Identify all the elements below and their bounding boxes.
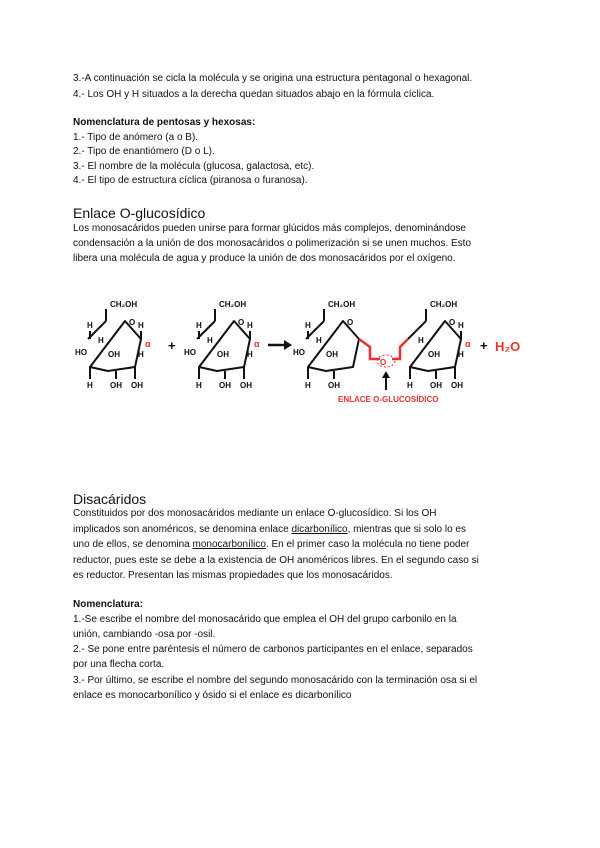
glycosidic-line-2: condensación a la unión de dos monosacáridos o polimerización si se unen muchos. Esto: [73, 238, 472, 249]
ring-3: [306, 321, 359, 371]
disaccharides-line-4: reductor, pues este se debe a la existencia de OH anoméricos libres. En el segundo caso si: [73, 555, 479, 566]
disaccharides-line-2: implicados son anoméricos, se denomina enlace dicarbonílico, mientras que si solo lo es: [73, 524, 466, 535]
ring-4-oh-mid: OH: [428, 350, 440, 359]
ring-2-h-top: H: [196, 321, 202, 330]
pentoses-item-1: 1.- Tipo de anómero (a o B).: [73, 132, 199, 143]
ring-3-ch2oh: CH₂OH: [328, 300, 356, 309]
ring-3-h-bottom: H: [305, 381, 311, 390]
ring-2-h-right: H: [247, 321, 253, 330]
ring-2-o: O: [238, 318, 245, 327]
ring-4: [408, 321, 461, 371]
ring-4-ch2oh: CH₂OH: [430, 300, 458, 309]
bond-label: ENLACE O-GLUCOSÍDICO: [338, 395, 439, 404]
ring-4-o: O: [449, 318, 456, 327]
ring-2-h-bottom: H: [196, 381, 202, 390]
ring-1-alpha: α: [145, 339, 151, 349]
ring-4-h-bottom: H: [407, 381, 413, 390]
ring-4-oh-right: OH: [451, 381, 463, 390]
ring-1-oh-right: OH: [131, 381, 143, 390]
ring-2-oh-right: OH: [240, 381, 252, 390]
term-monocarbonilico: monocarbonílico: [192, 539, 266, 550]
ring-1-h-mid: H: [98, 336, 104, 345]
ring-3-oh-bottom: OH: [328, 381, 340, 390]
pentoses-item-2: 2.- Tipo de enantiómero (D o L).: [73, 146, 215, 157]
nomenclature-title: Nomenclatura:: [73, 599, 144, 610]
disaccharides-line-1: Constituidos por dos monosacáridos mediante un enlace O-glucosídico. Si los OH: [73, 508, 437, 519]
nomenclature-line-3: 2.- Se pone entre paréntesis el número de carbonos participantes en el enlace, separados: [73, 644, 473, 655]
bridge-oxygen: O: [380, 358, 387, 367]
disaccharides-heading: Disacáridos: [73, 491, 147, 507]
nomenclature-line-2: unión, cambiando -osa por -osil.: [73, 629, 216, 640]
plus-sign-2: +: [480, 338, 488, 353]
ring-1-h-bottom: H: [87, 381, 93, 390]
ring-4-oh-bottom: OH: [430, 381, 442, 390]
ring-2-ch2oh: CH₂OH: [219, 300, 247, 309]
ring-1-ho: HO: [75, 348, 87, 357]
nomenclature-line-4: por una flecha corta.: [73, 659, 165, 670]
ring-2-alpha: α: [254, 339, 260, 349]
ring-1-ch2oh: CH₂OH: [110, 300, 138, 309]
ring-1-o: O: [129, 318, 136, 327]
bond-pointer-arrow: [382, 371, 390, 390]
ring-3-h-mid: H: [316, 336, 322, 345]
ring-4-h-low: H: [458, 350, 464, 359]
glycosidic-line-3: libera una molécula de agua y produce la unión de dos monosacáridos por el oxígeno.: [73, 253, 456, 264]
nomenclature-line-1: 1.-Se escribe el nombre del monosacárido que emplea el OH del grupo carbonilo en la: [73, 614, 457, 625]
ring-1-oh-bottom: OH: [110, 381, 122, 390]
ring-2-oh-mid: OH: [217, 350, 229, 359]
ring-2: [197, 321, 250, 371]
nomenclature-line-6: enlace es monocarbonílico y ósido si el enlace es dicarbonílico: [73, 690, 352, 701]
step-3: 3.-A continuación se cicla la molécula y se origina una estructura pentagonal o hexagonal.: [73, 73, 473, 84]
ring-3-oh-mid: OH: [326, 350, 338, 359]
ring-4-h-right: H: [458, 321, 464, 330]
ring-2-h-mid: H: [207, 336, 213, 345]
glycosidic-heading: Enlace O-glucosídico: [73, 205, 206, 221]
ring-2-h-low: H: [247, 350, 253, 359]
glycosidic-bond-diagram: [70, 295, 540, 410]
pentoses-item-4: 4.- El tipo de estructura cíclica (piranosa o furanosa).: [73, 175, 308, 186]
nomenclature-line-5: 3.- Por último, se escribe el nombre del segundo monosacárido con la terminación osa si el: [73, 675, 478, 686]
ring-4-alpha: α: [465, 339, 471, 349]
ring-3-ho: HO: [293, 348, 305, 357]
step-4: 4.- Los OH y H situados a la derecha quedan situados abajo en la fórmula cíclica.: [73, 89, 435, 100]
ring-2-oh-bottom: OH: [219, 381, 231, 390]
glycosidic-line-1: Los monosacáridos pueden unirse para formar glúcidos más complejos, denominándose: [73, 223, 466, 234]
disaccharides-line-3: uno de ellos, se denomina monocarbonílico. En el primer caso la molécula no tiene poder: [73, 539, 470, 550]
reaction-arrow: [268, 340, 292, 350]
ring-4-h-mid: H: [418, 336, 424, 345]
water-molecule: H₂O: [495, 339, 521, 354]
glycosidic-bridge: [359, 339, 408, 359]
disaccharides-line-5: es reductor. Presentan las mismas propiedades que los monosacáridos.: [73, 570, 393, 581]
pentoses-item-3: 3.- El nombre de la molécula (glucosa, galactosa, etc).: [73, 161, 315, 172]
ring-1: [88, 321, 141, 371]
ring-1-oh-mid: OH: [108, 350, 120, 359]
nomenclature-pentoses-title: Nomenclatura de pentosas y hexosas:: [73, 117, 256, 128]
ring-3-h-top: H: [305, 321, 311, 330]
ring-1-h-top: H: [87, 321, 93, 330]
ring-1-h-low: H: [138, 350, 144, 359]
plus-sign-1: +: [168, 338, 176, 353]
term-dicarbonilico: dicarbonílico: [291, 524, 348, 535]
ring-1-h-right: H: [138, 321, 144, 330]
ring-3-o: O: [347, 318, 354, 327]
ring-2-ho: HO: [184, 348, 196, 357]
